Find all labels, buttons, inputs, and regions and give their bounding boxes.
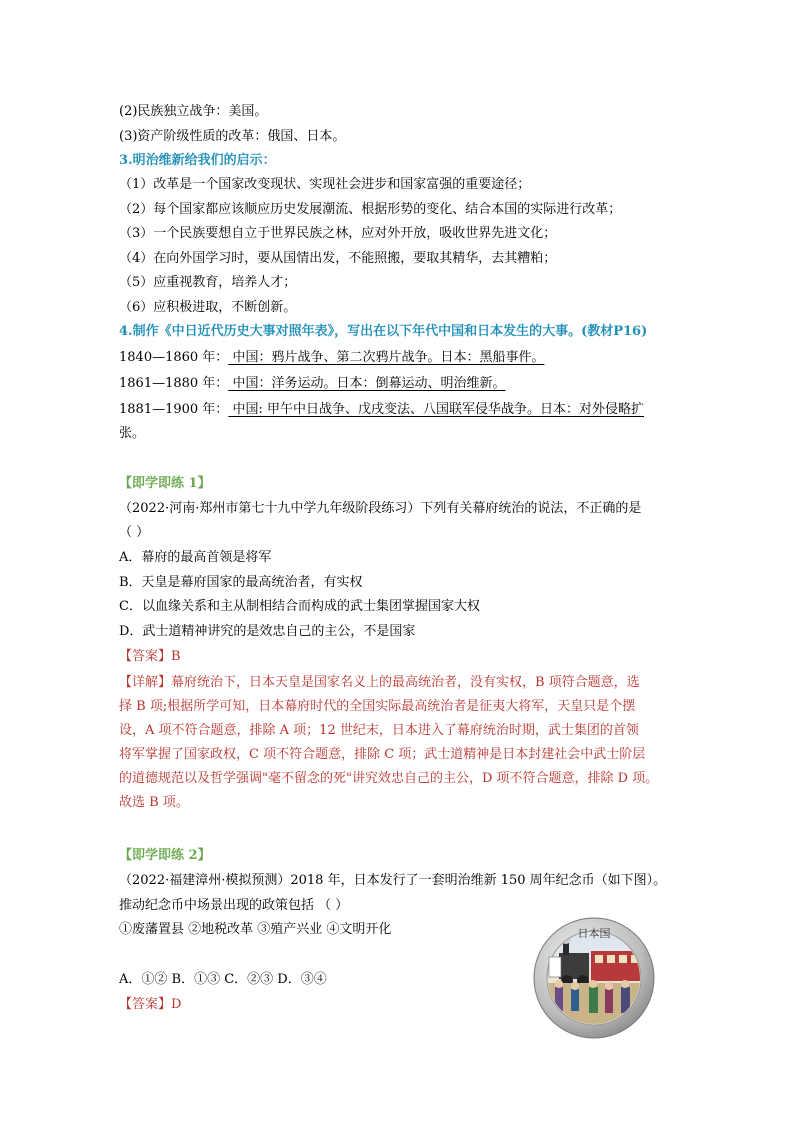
subheading: 3.明治维新给我们的启示： <box>119 153 276 168</box>
analysis-line: 择 B 项;根据所学可知，日本幕府时代的全国实际最高统治者是征夷大将军，天皇只是个摆 <box>119 699 636 714</box>
question-text: （2022·河南·郑州市第七十九中学九年级阶段练习）下列有关幕府统治的说法，不正确的是 <box>119 501 642 516</box>
subheading: 4.制作《中日近代历史大事对照年表》，写出在以下年代中国和日本发生的大事。(教材P16) <box>119 324 648 339</box>
lesson-item: （4）在向外国学习时，要从国情出发，不能照搬，要取其精华，去其糟粕； <box>119 251 557 266</box>
analysis-line: 故选 B 项。 <box>119 795 189 810</box>
option-item: A．幕府的最高首领是将军 <box>119 550 272 565</box>
timeline-period: 1881—1900 年： <box>119 402 229 417</box>
timeline-answer: 中国: 甲午中日战争、戊戌变法、八国联军侵华战争。日本：对外侵略扩 <box>228 402 644 417</box>
timeline-answer: 中国：洋务运动。日本：倒幕运动、明治维新。 <box>228 376 506 391</box>
option-item: D．武士道精神讲究的是效忠自己的主公，不是国家 <box>119 624 416 639</box>
answer-label: 【答案】D <box>119 997 182 1012</box>
option-row: A．①② B．①③ C．②③ D．③④ <box>119 972 327 987</box>
lesson-item: （6）应积极进取，不断创新。 <box>119 300 297 315</box>
analysis-line: 【详解】幕府统治下，日本天皇是国家名义上的最高统治者，没有实权，B 项符合题意，选 <box>119 675 640 690</box>
timeline-period: 1861—1880 年： <box>119 376 229 391</box>
lesson-item: （3）一个民族要想自立于世界民族之林，应对外开放，吸收世界先进文化； <box>119 226 557 241</box>
policy-items: ①废藩置县 ②地税改革 ③殖产兴业 ④文明开化 <box>119 922 392 937</box>
lesson-item: （2）每个国家都应该顺应历史发展潮流、根据形势的变化、结合本国的实际进行改革； <box>119 202 622 217</box>
timeline-row <box>119 402 644 418</box>
timeline-period: 1840—1860 年： <box>119 350 229 365</box>
answer-bracket: （ ） <box>119 525 150 540</box>
analysis-line: 将军掌握了国家政权，C 项不符合题意，排除 C 项；武士道精神是日本封建社会中武士阶层 <box>119 747 646 762</box>
analysis-line: 设，A 项不符合题意，排除 A 项；12 世纪末，日本进入了幕府统治时期，武士集团的首领 <box>119 723 639 738</box>
question-text: 推动纪念币中场景出现的政策包括 （ ） <box>119 898 349 913</box>
section-title: 【即学即练 2】 <box>119 848 211 863</box>
answer-label: 【答案】B <box>119 649 181 664</box>
timeline-continuation: 张。 <box>119 426 146 441</box>
coin-inscription: 日本国 <box>577 927 611 940</box>
timeline-answer: 中国：鸦片战争、第二次鸦片战争。日本：黑船事件。 <box>228 350 545 365</box>
analysis-line: 的道德规范以及哲学强调"毫不留念的死"讲究效忠自己的主公，D 项不符合题意，排除 D 项。 <box>119 771 659 786</box>
option-item: C．以血缘关系和主从制相结合而构成的武士集团掌握国家大权 <box>119 599 480 614</box>
timeline-row <box>119 376 505 392</box>
text-line: (3)资产阶级性质的改革：俄国、日本。 <box>119 129 346 144</box>
question-text: （2022·福建漳州·模拟预测）2018 年，日本发行了一套明治维新 150 周年纪念币（如下图）。 <box>119 873 667 888</box>
option-item: B．天皇是幕府国家的最高统治者，有实权 <box>119 575 363 590</box>
lesson-item: （1）改革是一个国家改变现状、实现社会进步和国家富强的重要途径； <box>119 177 531 192</box>
section-title: 【即学即练 1】 <box>119 476 211 491</box>
text-line: (2)民族独立战争：美国。 <box>119 104 268 119</box>
lesson-item: （5）应重视教育，培养人才； <box>119 275 297 290</box>
commemorative-coin-image <box>533 917 655 1039</box>
timeline-row <box>119 350 544 366</box>
